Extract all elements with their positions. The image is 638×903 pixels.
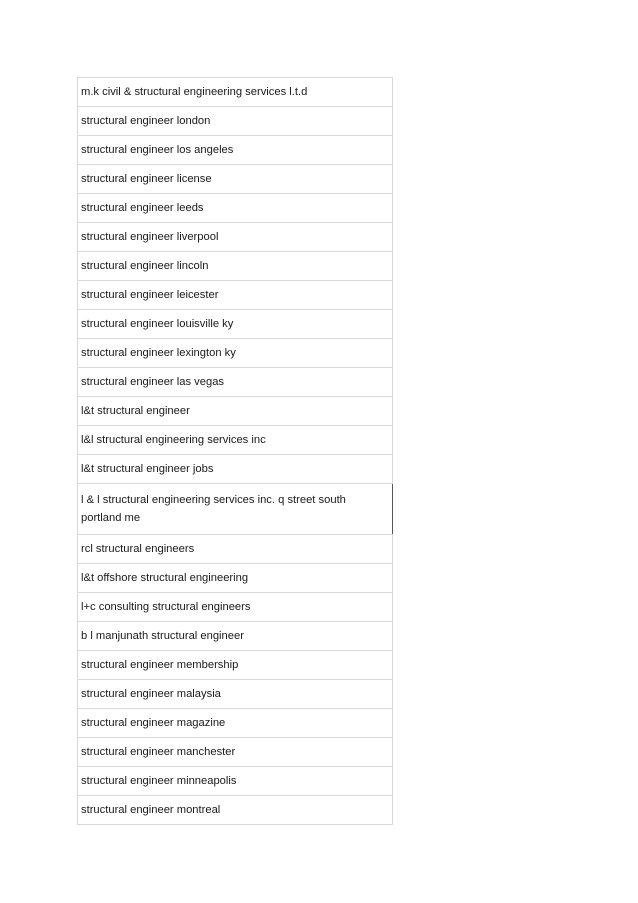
table-row bbox=[78, 223, 393, 252]
table-row bbox=[78, 455, 393, 484]
table-row bbox=[78, 709, 393, 738]
table-row bbox=[78, 426, 393, 455]
table-cell: l&l structural engineering services inc bbox=[78, 426, 393, 455]
table-cell: l+c consulting structural engineers bbox=[78, 593, 393, 622]
table-row bbox=[78, 535, 393, 564]
table-cell: structural engineer malaysia bbox=[78, 680, 393, 709]
table-row bbox=[78, 680, 393, 709]
table-cell: structural engineer manchester bbox=[78, 738, 393, 767]
table-cell: structural engineer los angeles bbox=[78, 136, 393, 165]
table-cell: l & l structural engineering services inc. q street south portland me bbox=[78, 484, 393, 535]
table-cell: l&t structural engineer bbox=[78, 397, 393, 426]
table-row bbox=[78, 651, 393, 680]
table-row bbox=[78, 310, 393, 339]
table-row bbox=[78, 622, 393, 651]
table-cell: b l manjunath structural engineer bbox=[78, 622, 393, 651]
table-row bbox=[78, 397, 393, 426]
table-cell: structural engineer louisville ky bbox=[78, 310, 393, 339]
table-cell: structural engineer london bbox=[78, 107, 393, 136]
table-row bbox=[78, 281, 393, 310]
table-cell: l&t structural engineer jobs bbox=[78, 455, 393, 484]
table-row bbox=[78, 738, 393, 767]
table-row bbox=[78, 107, 393, 136]
table-cell: structural engineer leeds bbox=[78, 194, 393, 223]
table-cell: l&t offshore structural engineering bbox=[78, 564, 393, 593]
table-row bbox=[78, 767, 393, 796]
keyword-table bbox=[77, 77, 393, 825]
table-cell: structural engineer las vegas bbox=[78, 368, 393, 397]
table-row bbox=[78, 165, 393, 194]
table-row bbox=[78, 78, 393, 107]
table-row bbox=[78, 339, 393, 368]
table-row bbox=[78, 136, 393, 165]
table-cell: structural engineer magazine bbox=[78, 709, 393, 738]
table-cell: structural engineer montreal bbox=[78, 796, 393, 825]
table-cell: rcl structural engineers bbox=[78, 535, 393, 564]
table-cell: structural engineer leicester bbox=[78, 281, 393, 310]
table-cell: structural engineer license bbox=[78, 165, 393, 194]
table-cell: m.k civil & structural engineering services l.t.d bbox=[78, 78, 393, 107]
table-cell: structural engineer liverpool bbox=[78, 223, 393, 252]
table-row bbox=[78, 368, 393, 397]
table-row bbox=[78, 252, 393, 281]
table-row bbox=[78, 484, 393, 535]
table-row bbox=[78, 564, 393, 593]
table-cell: structural engineer lincoln bbox=[78, 252, 393, 281]
table-cell: structural engineer membership bbox=[78, 651, 393, 680]
table-cell: structural engineer minneapolis bbox=[78, 767, 393, 796]
table-row bbox=[78, 796, 393, 825]
table-cell: structural engineer lexington ky bbox=[78, 339, 393, 368]
table-row bbox=[78, 593, 393, 622]
table-row bbox=[78, 194, 393, 223]
